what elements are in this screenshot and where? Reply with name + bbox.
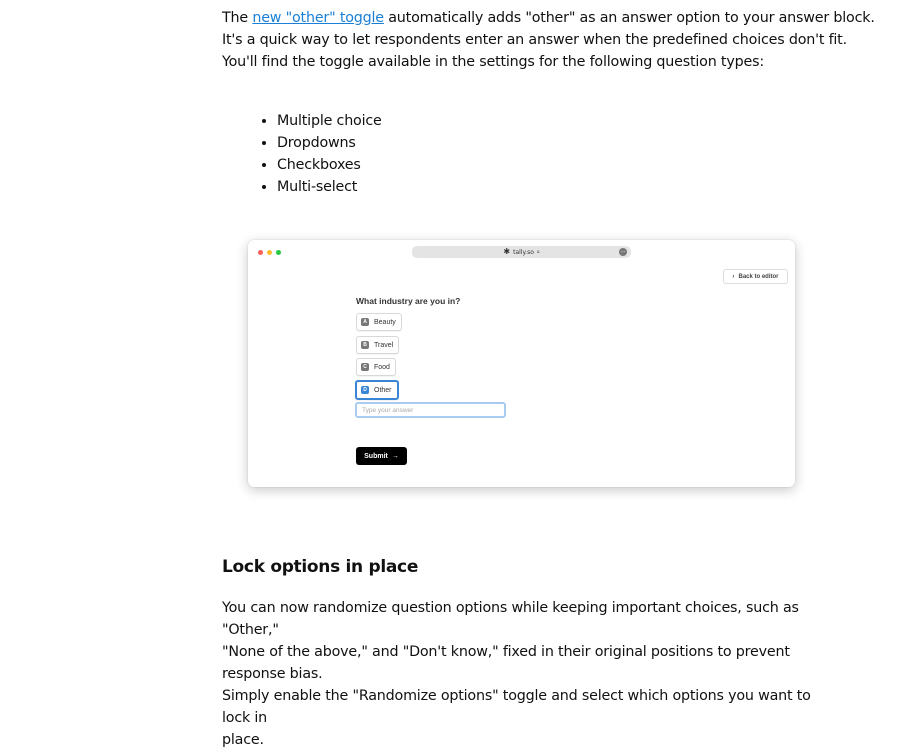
paragraph-line: You can now randomize question options while keeping important choices, such as "Other," xyxy=(222,600,799,638)
option-key: C xyxy=(361,363,369,371)
option-label: Beauty xyxy=(374,318,396,326)
maximize-dot-icon xyxy=(276,250,281,255)
option-label: Travel xyxy=(374,341,394,349)
option-label: Food xyxy=(374,363,390,371)
intro-rest: automatically adds "other" as an answer option to your answer block. xyxy=(383,10,875,26)
submit-label: Submit xyxy=(364,452,388,460)
list-item: • Dropdowns xyxy=(277,132,382,154)
paragraph-line: place. xyxy=(222,732,264,748)
address-bar xyxy=(412,246,631,258)
option-travel xyxy=(356,336,399,354)
option-food xyxy=(356,358,396,376)
lock-options-paragraph xyxy=(222,597,832,751)
url-text: tally.so xyxy=(513,248,534,256)
intro-prefix: The xyxy=(222,10,253,26)
list-item: • Multiple choice xyxy=(277,110,382,132)
option-other-selected xyxy=(355,380,399,400)
section-heading: Lock options in place xyxy=(222,557,419,577)
other-answer-field: Type your answer xyxy=(355,402,506,418)
paragraph-line: "None of the above," and "Don't know," fixed in their original positions to prevent response bias. xyxy=(222,644,790,682)
intro-line-3: You'll find the toggle available in the settings for the following question types: xyxy=(222,54,764,70)
form-preview-screenshot xyxy=(248,240,795,487)
minimize-dot-icon xyxy=(267,250,272,255)
option-key: D xyxy=(361,386,369,394)
question-types-list xyxy=(255,110,382,198)
question-title: What industry are you in? xyxy=(356,296,461,306)
lock-icon: 🔒︎ xyxy=(536,249,540,255)
paragraph-line: Simply enable the "Randomize options" toggle and select which options you want to lock in xyxy=(222,688,811,726)
tally-logo-icon: ✱ xyxy=(503,247,511,256)
intro-line-2: It's a quick way to let respondents enter an answer when the predefined choices don't fit. xyxy=(222,32,847,48)
submit-button xyxy=(356,447,407,465)
option-beauty xyxy=(356,313,402,331)
back-to-editor-button xyxy=(723,269,788,284)
more-icon: ··· xyxy=(620,249,626,255)
back-label: Back to editor xyxy=(738,273,779,280)
list-item: • Checkboxes xyxy=(277,154,382,176)
option-key: A xyxy=(361,318,369,326)
option-key: B xyxy=(361,341,369,349)
intro-line-1 xyxy=(222,7,902,29)
new-other-toggle-link[interactable]: new "other" toggle xyxy=(252,10,384,26)
arrow-right-icon: → xyxy=(391,452,399,460)
window-controls xyxy=(258,250,281,255)
list-item: • Multi-select xyxy=(277,176,382,198)
option-label: Other xyxy=(374,386,392,394)
close-dot-icon xyxy=(258,250,263,255)
intro-paragraph xyxy=(222,7,902,73)
chevron-left-icon: ‹ xyxy=(732,273,735,280)
